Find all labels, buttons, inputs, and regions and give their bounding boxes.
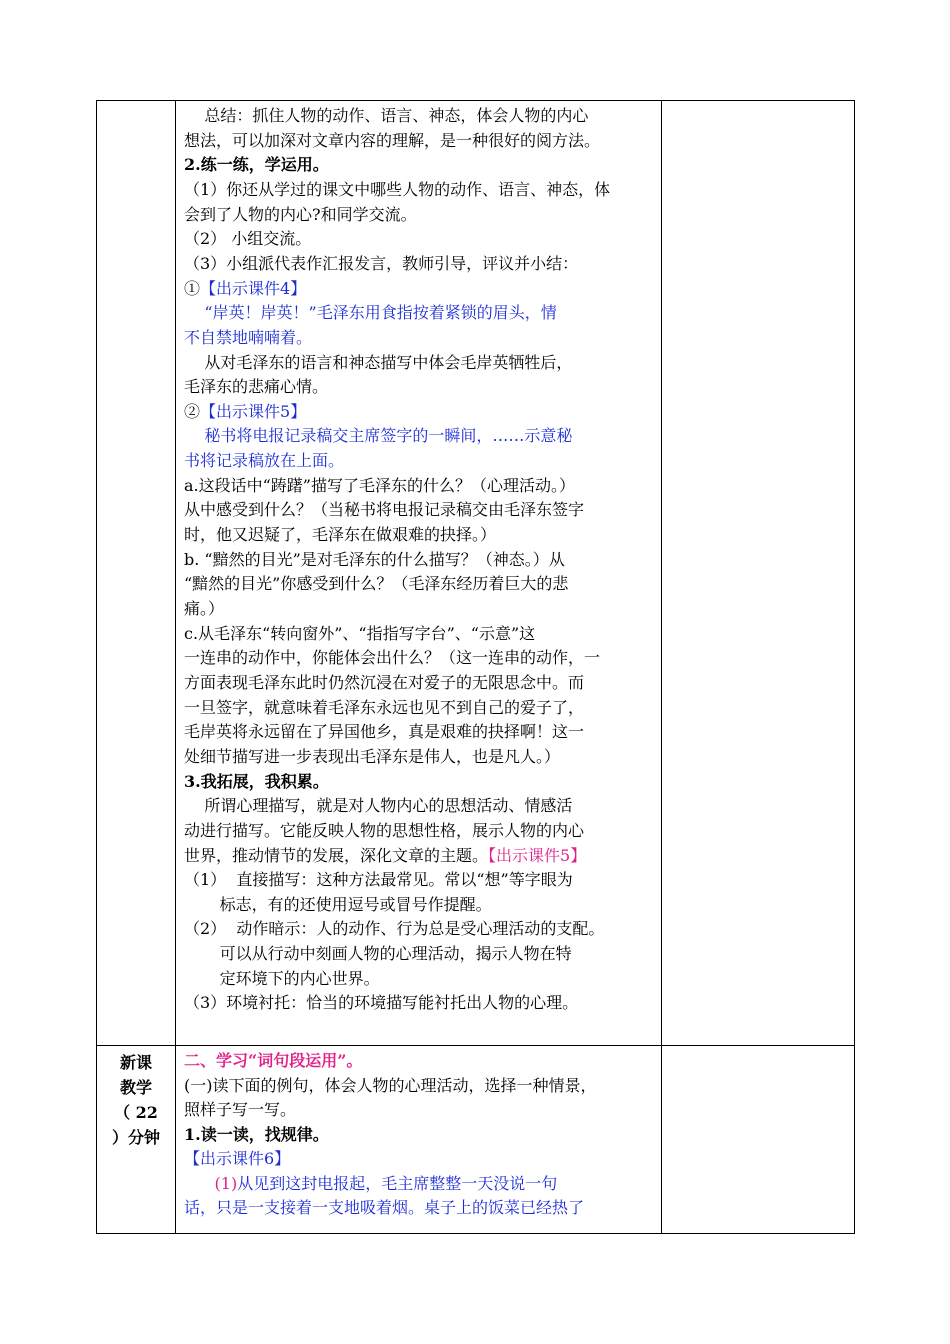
line-text: 一连串的动作中，你能体会出什么？（这一连串的动作，一: [184, 648, 601, 668]
text-line: [184, 277, 306, 301]
text-line: [184, 745, 560, 769]
line-text: “岸英！岸英！”毛泽东用食指按着紧锁的眉头，情: [184, 303, 557, 323]
line-text: 从见到这封电报起，毛主席整整一天没说一句: [237, 1173, 558, 1193]
line-text: 3.我拓展，我积累。: [184, 771, 329, 791]
text-line: [184, 351, 572, 375]
text-line: [184, 1049, 362, 1073]
text-line: [184, 671, 584, 695]
table-right-border: [854, 100, 855, 1234]
text-line: [184, 424, 572, 448]
column-divider-1: [175, 100, 176, 1234]
line-text: 动进行描写。它能反映人物的思想性格，展示人物的内心: [184, 820, 585, 840]
text-line: [184, 720, 584, 744]
line-text: b. “黯然的目光”是对毛泽东的什么描写？（神态。）从: [184, 549, 565, 569]
line-text: 二、学习“词句段运用”。: [184, 1051, 363, 1070]
line-text: 方面表现毛泽东此时仍然沉浸在对爱子的无限思念中。而: [184, 672, 585, 692]
line-text: （3）环境衬托：恰当的环境描写能衬托出人物的心理。: [184, 993, 579, 1013]
line-text: 所谓心理描写，就是对人物内心的思想活动、情感活: [184, 796, 573, 816]
text-line: [184, 597, 224, 621]
text-line: [184, 819, 584, 843]
column-divider-2: [661, 100, 662, 1234]
text-line: [184, 1147, 290, 1171]
text-line: [184, 991, 578, 1015]
lower-content-cell: [184, 1046, 661, 1233]
line-text: 【出示课件6】: [184, 1149, 291, 1168]
text-line: [184, 942, 572, 966]
text-line: [184, 301, 557, 325]
text-line: [184, 1196, 584, 1220]
section-label-line: 教学: [119, 1078, 152, 1097]
line-text: 照样子写一写。: [184, 1100, 297, 1119]
line-text: 一旦签字，就意味着毛泽东永远也见不到自己的爱子了，: [184, 697, 585, 717]
line-text: 【出示课件4】: [200, 278, 307, 298]
table-bottom-border: [96, 1233, 855, 1234]
line-text: （2） 小组交流。: [184, 229, 312, 249]
line-text: 2.练一练，学运用。: [184, 155, 329, 175]
text-line: [184, 474, 575, 498]
text-line: [184, 1172, 557, 1196]
line-text: 从中感受到什么？（当秘书将电报记录稿交由毛泽东签字: [184, 500, 585, 520]
line-text: 定环境下的内心世界。: [184, 968, 380, 988]
line-text: “黯然的目光”你感受到什么？（毛泽东经历着巨大的悲: [184, 574, 569, 594]
text-line: [184, 646, 600, 670]
line-text: 【出示课件5】: [200, 401, 307, 421]
text-line: [184, 375, 328, 399]
line-text: 想法，可以加深对文章内容的理解，是一种很好的阅方法。: [184, 130, 601, 150]
text-line: [184, 203, 417, 227]
text-line: [184, 868, 573, 892]
text-line: [184, 178, 610, 202]
text-line: [184, 153, 329, 177]
line-text: （1） 直接描写：这种方法最常见。常以“想”等字眼为: [184, 870, 573, 890]
line-text: 处细节描写进一步表现出毛泽东是伟人，也是凡人。）: [184, 746, 561, 766]
section-label-line: 新课: [119, 1053, 152, 1072]
text-line: [184, 1123, 329, 1147]
line-text: 秘书将电报记录稿交主席签字的一瞬间，……示意秘: [184, 426, 573, 446]
text-line: [184, 917, 604, 941]
line-text: 标志，有的还使用逗号或冒号作提醒。: [184, 894, 492, 914]
line-text: 不自禁地喃喃着。: [184, 327, 313, 347]
line-text: 1.读一读，找规律。: [184, 1124, 329, 1144]
text-line: [184, 967, 380, 991]
upper-content-cell: [184, 101, 661, 1045]
line-text: 时，他又迟疑了，毛泽东在做艰难的抉择。）: [184, 525, 497, 545]
line-text: a.这段话中“踌躇”描写了毛泽东的什么？（心理活动。）: [184, 475, 575, 495]
line-text: 话，只是一支接着一支地吸着烟。桌子上的饭菜已经热了: [184, 1198, 585, 1217]
line-text: 痛。）: [184, 599, 225, 618]
text-line: [184, 252, 578, 276]
section-label-line: （ 22: [114, 1103, 158, 1122]
line-text: 可以从行动中刻画人物的心理活动，揭示人物在特: [184, 944, 572, 964]
line-text: (一)读下面的例句，体会人物的心理活动，选择一种情景，: [184, 1075, 597, 1095]
text-line: [184, 129, 600, 153]
text-line: [184, 523, 496, 547]
line-prefix: (1): [184, 1173, 238, 1193]
line-text: 世界，推动情节的发展，深化文章的主题。: [184, 845, 489, 865]
section-label-cell: [97, 1046, 175, 1233]
line-text: （1）你还从学过的课文中哪些人物的动作、语言、神态，体: [184, 179, 611, 199]
section-label-line: ）分钟: [111, 1128, 160, 1147]
line-text: 会到了人物的内心?和同学交流。: [184, 204, 417, 224]
line-text: （3）小组派代表作汇报发言，教师引导，评议并小结：: [184, 253, 579, 273]
text-line: [184, 622, 535, 646]
text-line: [184, 572, 568, 596]
text-line: [184, 794, 572, 818]
text-line: [184, 227, 311, 251]
line-text: （2） 动作暗示：人的动作、行为总是受心理活动的支配。: [184, 919, 605, 939]
line-text: 书将记录稿放在上面。: [184, 451, 345, 471]
line-text: c.从毛泽东“转向窗外”、“指指写字台”、“示意”这: [184, 623, 536, 643]
text-line: [184, 696, 584, 720]
text-line: [184, 449, 344, 473]
line-prefix: ②: [184, 401, 201, 421]
text-line: [184, 770, 329, 794]
text-line: [184, 1074, 597, 1098]
line-text: 毛泽东的悲痛心情。: [184, 377, 329, 397]
text-line: [184, 1098, 296, 1122]
line-prefix: ①: [184, 278, 201, 298]
text-line: [184, 326, 312, 350]
text-line: [184, 400, 306, 424]
courseware-tag: 【出示课件5】: [488, 845, 587, 865]
text-line: [184, 844, 586, 868]
text-line: [184, 104, 588, 128]
line-text: 总结：抓住人物的动作、语言、神态，体会人物的内心: [184, 106, 589, 125]
line-text: 毛岸英将永远留在了异国他乡，真是艰难的抉择啊！这一: [184, 722, 585, 742]
line-text: 从对毛泽东的语言和神态描写中体会毛岸英牺牲后，: [184, 352, 573, 372]
text-line: [184, 548, 565, 572]
text-line: [184, 893, 492, 917]
text-line: [184, 498, 584, 522]
